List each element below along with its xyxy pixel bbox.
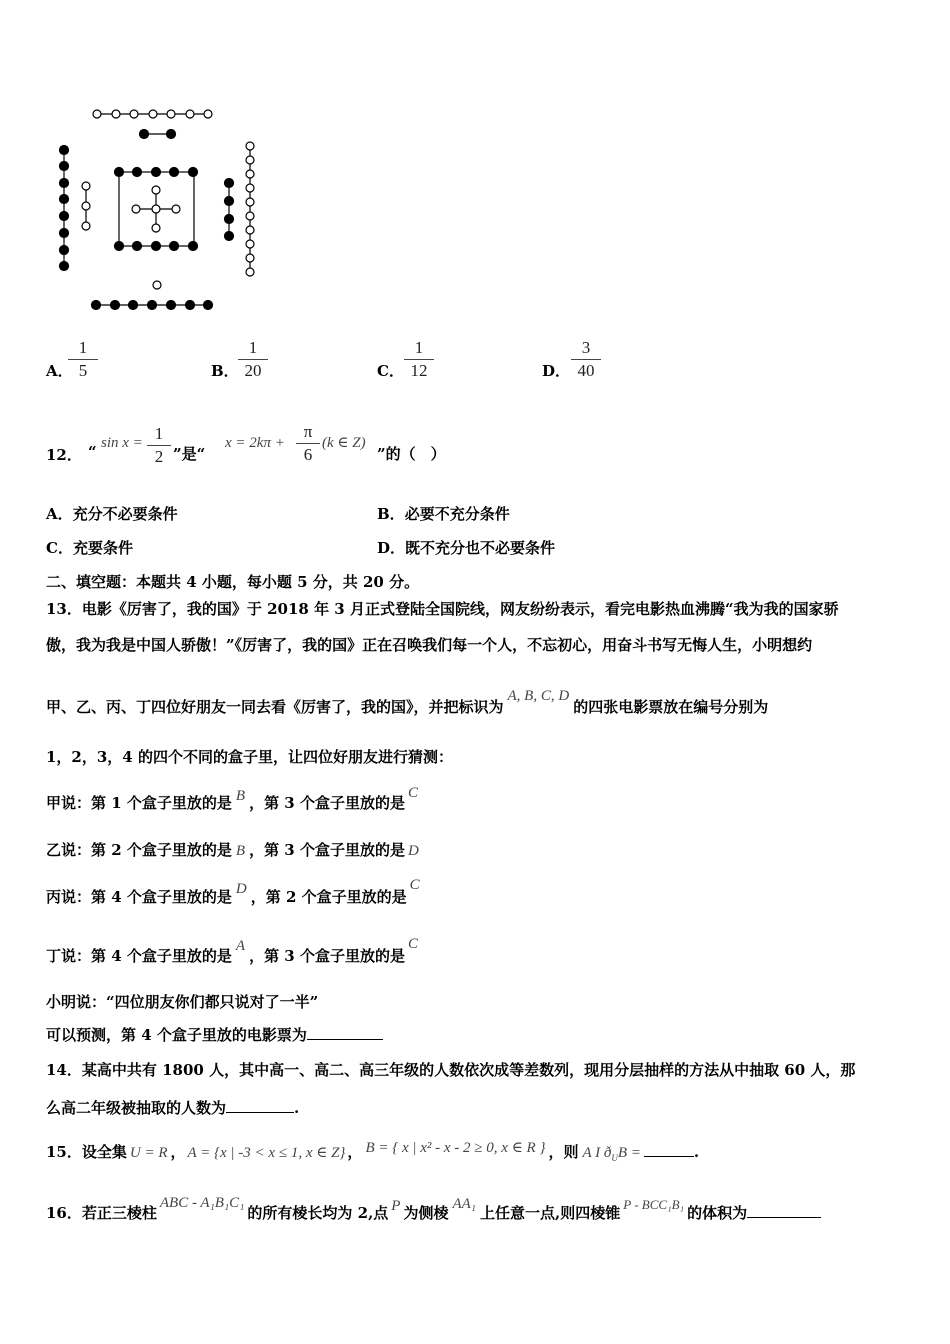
text: 15．设全集 — [46, 1143, 127, 1161]
math-abcd: A, B, C, D — [507, 688, 570, 704]
numerator: 1 — [238, 338, 268, 360]
fraction — [404, 338, 434, 381]
math-kz: (k ∈ Z) — [322, 435, 366, 451]
question-number: 12． — [46, 446, 82, 464]
q14-line1: 14．某高中共有 1800 人，其中高一、高二、高三年级的人数依次成等差数列，现用分层抽样的方法从中抽取 60 人，那 — [46, 1061, 856, 1079]
quote: “ — [88, 443, 97, 461]
answer-blank[interactable] — [307, 1025, 383, 1040]
math-edge: AA₁ — [452, 1196, 477, 1212]
text: 乙说：第 2 个盒子里放的是 — [46, 841, 232, 859]
math-sinx: sin x = — [101, 435, 143, 451]
option-label: D． — [377, 539, 406, 557]
numerator: 1 — [404, 338, 434, 360]
option-text: 既不充分也不必要条件 — [405, 539, 556, 557]
text: ，则 — [548, 1143, 579, 1161]
math-expression: B = — [617, 1145, 641, 1161]
fraction — [147, 424, 171, 467]
text: 甲说：第 1 个盒子里放的是 — [46, 794, 232, 812]
text: 可以预测，第 4 个盒子里放的电影票为 — [46, 1026, 307, 1044]
text: ，第 3 个盒子里放的是 — [249, 947, 405, 965]
math-point: P — [391, 1198, 401, 1214]
option-label: A． — [46, 362, 73, 380]
dot-pattern-icon — [60, 110, 255, 310]
math-x: x = 2kπ + — [225, 435, 285, 451]
option-c — [46, 538, 133, 558]
numerator: 3 — [571, 338, 601, 360]
numerator: 1 — [147, 424, 171, 446]
math-var: B — [235, 788, 246, 804]
math-prism: ABC - A₁B₁C₁ — [159, 1195, 245, 1211]
denominator: 12 — [410, 361, 428, 380]
guess-jia — [46, 785, 421, 814]
denominator: 6 — [303, 445, 313, 464]
option-label: B． — [211, 362, 239, 380]
option-text: 充要条件 — [72, 539, 133, 557]
fraction — [296, 422, 320, 465]
text: 为侧棱 — [403, 1204, 449, 1222]
text: 的四张电影票放在编号分别为 — [573, 698, 769, 716]
tail: ”的（ ） — [377, 445, 446, 463]
text: 甲、乙、丙、丁四位好朋友一同去看《厉害了，我的国》，并把标识为 — [46, 698, 504, 716]
math-var: A — [235, 938, 246, 954]
option-d — [377, 538, 555, 558]
text: . — [294, 1099, 300, 1117]
text: 的所有棱长均为 2,点 — [247, 1204, 389, 1222]
option-label: D． — [542, 362, 571, 380]
answer-blank[interactable] — [644, 1142, 694, 1157]
denominator: 20 — [244, 361, 262, 380]
numerator: 1 — [68, 338, 98, 360]
dot-pattern-figure — [0, 0, 950, 330]
text: ， — [170, 1143, 186, 1161]
option-label: C． — [46, 539, 73, 557]
text: ， — [347, 1143, 363, 1161]
answer-blank[interactable] — [747, 1203, 821, 1218]
option-label: B． — [377, 505, 405, 523]
section-heading: 二、填空题：本题共 4 小题，每小题 5 分，共 20 分。 — [46, 573, 420, 591]
math-set-a: A = {x | -3 < x ≤ 1, x ∈ Z} — [187, 1145, 346, 1161]
fraction — [571, 338, 601, 381]
q13-line1: 13．电影《厉害了，我的国》于 2018 年 3 月正式登陆全国院线，网友纷纷表示，看完电影热血沸腾“我为我的国家骄 — [46, 600, 839, 618]
question-16 — [46, 1195, 821, 1224]
guess-bing — [46, 877, 423, 908]
xiaoming-statement: 小明说：“四位朋友你们都只说对了一半” — [46, 993, 319, 1011]
text: ，第 3 个盒子里放的是 — [249, 794, 405, 812]
math-var: C — [407, 936, 418, 952]
q13-line3 — [46, 688, 769, 718]
q13-line2: 傲，我为我是中国人骄傲！”《厉害了，我的国》正在召唤我们每一个人，不忘初心，用奋斗书写无悔人生，小明想约 — [46, 636, 813, 654]
question-15 — [46, 1142, 699, 1168]
text: 上任意一点,则四棱锥 — [480, 1204, 621, 1222]
q14-line2 — [46, 1098, 299, 1118]
math-var: C — [409, 877, 420, 893]
text: . — [693, 1143, 700, 1161]
fraction — [68, 338, 98, 381]
math-var: D — [407, 843, 419, 859]
math-set-b: B = { x | x² - x - 2 ≥ 0, x ∈ R } — [365, 1140, 546, 1156]
text: 的体积为 — [687, 1204, 748, 1222]
guess-yi — [46, 840, 422, 861]
math-var: B — [235, 843, 246, 859]
option-text: 充分不必要条件 — [72, 505, 178, 523]
answer-blank[interactable] — [226, 1098, 294, 1113]
option-label: A． — [46, 505, 73, 523]
option-a — [46, 504, 178, 524]
math-var: C — [407, 785, 418, 801]
math-var: D — [235, 881, 247, 897]
math-subscript: U — [611, 1153, 618, 1163]
fraction — [238, 338, 268, 381]
math-expression: A I ð — [582, 1145, 612, 1161]
text: 丙说：第 4 个盒子里放的是 — [46, 888, 232, 906]
text: ，第 2 个盒子里放的是 — [250, 888, 407, 906]
guess-ding — [46, 936, 421, 967]
q13-question — [46, 1025, 383, 1045]
numerator: π — [296, 422, 320, 444]
denominator: 40 — [577, 361, 595, 380]
math-pyramid: P - BCC₁B₁ — [623, 1197, 685, 1212]
q13-line4: 1，2，3，4 的四个不同的盒子里，让四位好朋友进行猜测： — [46, 748, 453, 766]
text: ，第 3 个盒子里放的是 — [249, 841, 405, 859]
text: 丁说：第 4 个盒子里放的是 — [46, 947, 232, 965]
text: 16．若正三棱柱 — [46, 1204, 157, 1222]
denominator: 5 — [78, 361, 88, 380]
connector: ”是“ — [173, 445, 206, 463]
option-b — [377, 504, 510, 524]
option-text: 必要不充分条件 — [404, 505, 510, 523]
option-label: C． — [377, 362, 404, 380]
denominator: 2 — [154, 447, 164, 466]
text: 么高二年级被抽取的人数为 — [46, 1099, 227, 1117]
math-universal-set: U = R — [129, 1145, 168, 1161]
